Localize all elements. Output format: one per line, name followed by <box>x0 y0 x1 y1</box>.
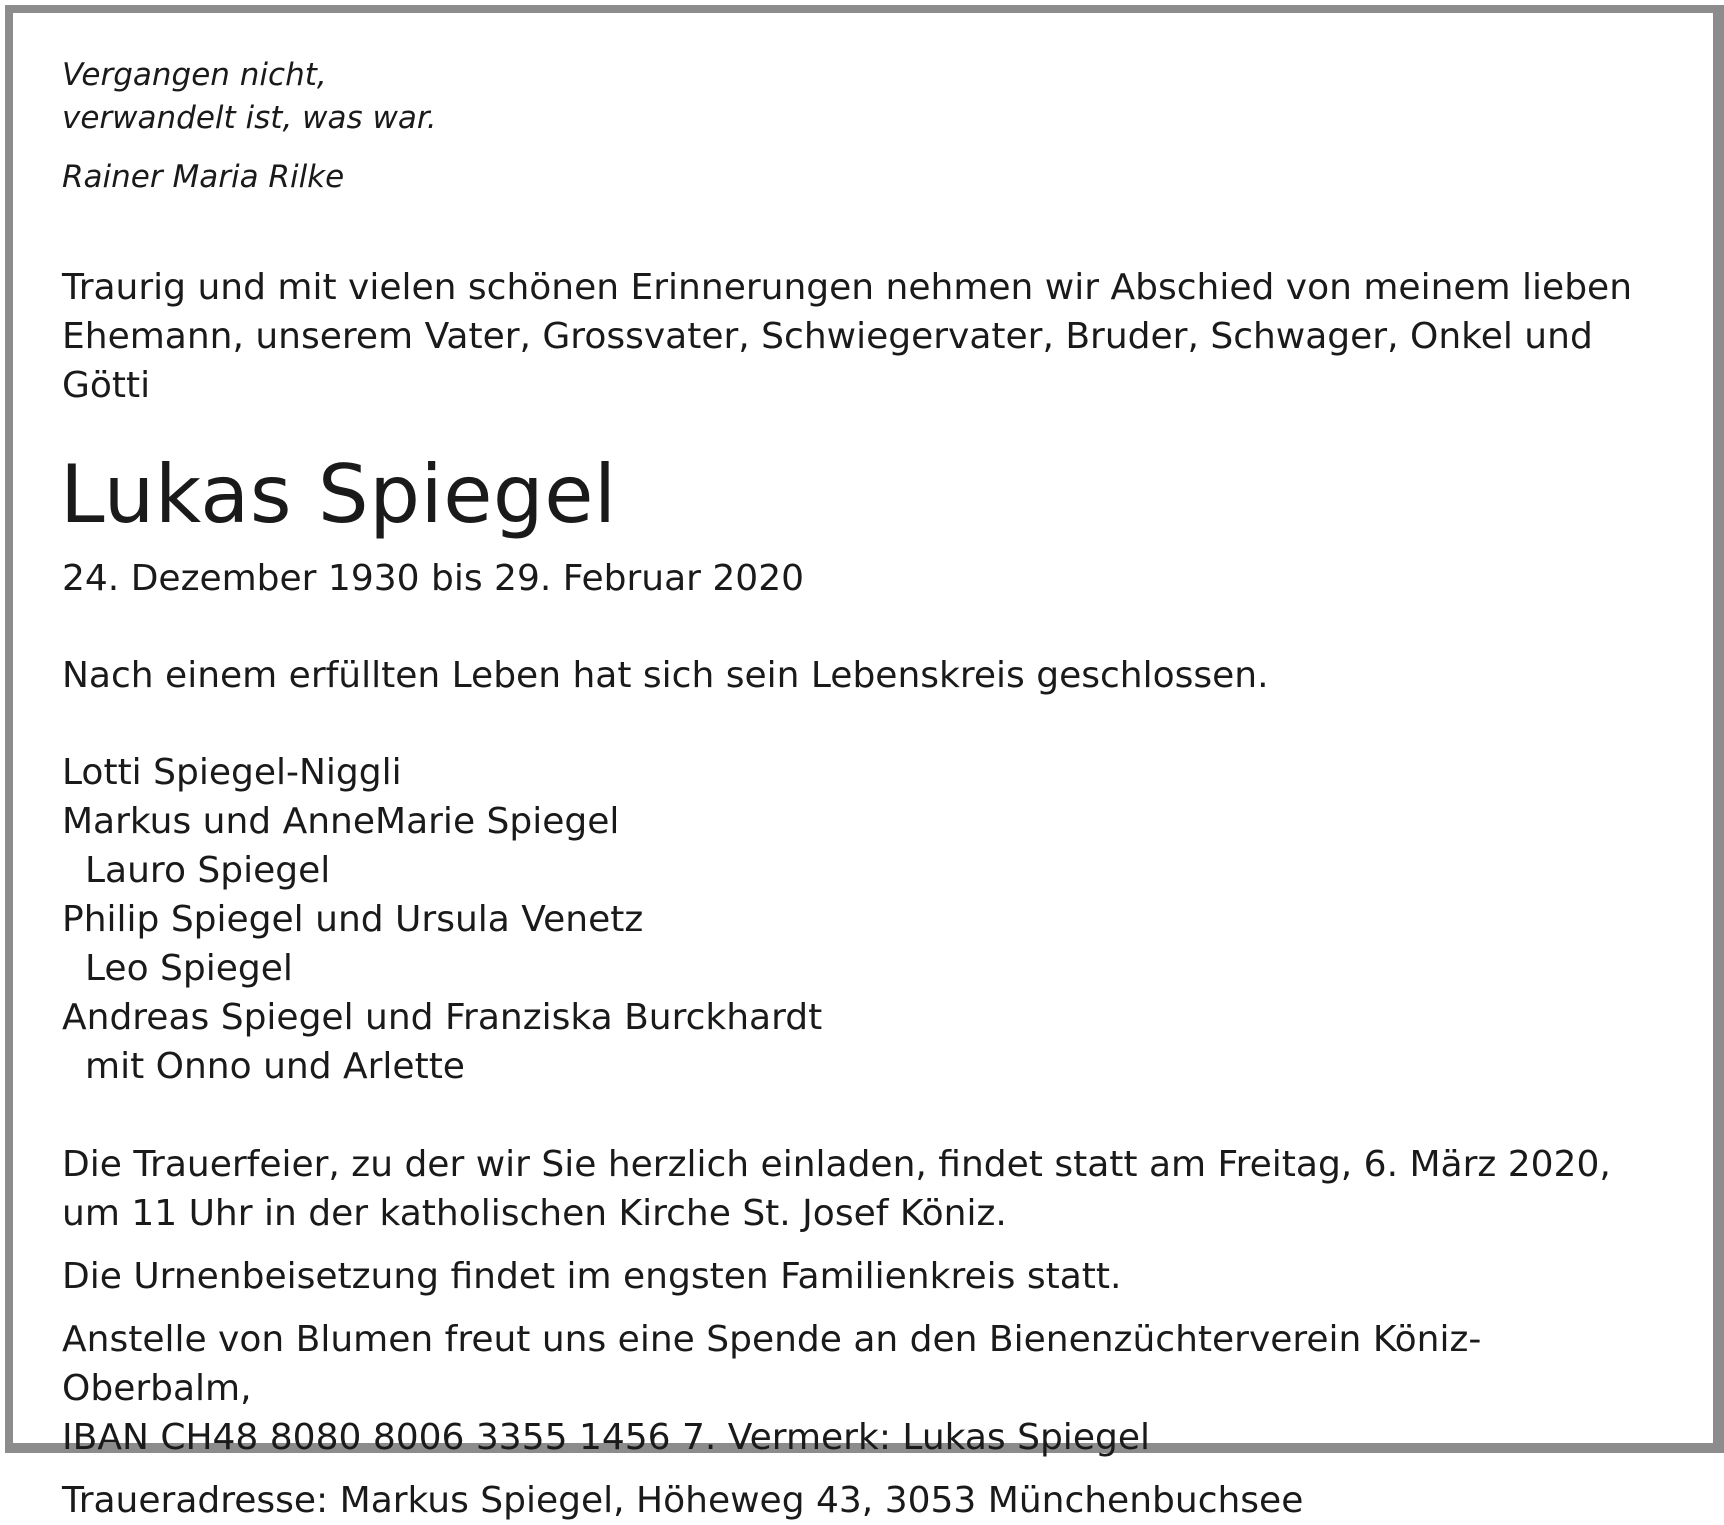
mourners-list <box>62 748 1642 1091</box>
mourner-entry: Lotti Spiegel-Niggli <box>62 752 402 793</box>
ceremony-line: Die Trauerfeier, zu der wir Sie herzlich einladen, findet statt am Freitag, 6. März 2020, <box>62 1144 1611 1185</box>
ceremony-line: um 11 Uhr in der katholischen Kirche St. Josef Köniz. <box>62 1193 1007 1234</box>
obituary-frame <box>5 5 1724 1521</box>
mourning-address: Traueradresse: Markus Spiegel, Höheweg 43, 3053 Münchenbuchsee <box>62 1480 1304 1521</box>
donation-text <box>62 1315 1642 1462</box>
quote-line: verwandelt ist, was war. <box>62 100 437 136</box>
mourner-entry: Leo Spiegel <box>85 948 293 989</box>
donation-line: Anstelle von Blumen freut uns eine Spende an den Bienenzüchterverein Köniz-Oberbalm, <box>62 1319 1482 1409</box>
intro-text <box>62 263 1642 410</box>
mourner-entry: Markus und AnneMarie Spiegel <box>62 801 620 842</box>
mourner-entry: Lauro Spiegel <box>85 850 331 891</box>
closing-line: Nach einem erfüllten Leben hat sich sein Lebenskreis geschlossen. <box>62 655 1269 696</box>
quote-line: Vergangen nicht, <box>62 57 327 93</box>
urn-text: Die Urnenbeisetzung findet im engsten Familienkreis statt. <box>62 1256 1122 1297</box>
mourner-entry: mit Onno und Arlette <box>85 1046 465 1087</box>
deceased-name: Lukas Spiegel <box>60 448 617 541</box>
quote-author: Rainer Maria Rilke <box>62 159 345 195</box>
mourner-entry: Philip Spiegel und Ursula Venetz <box>62 899 644 940</box>
intro-line: Ehemann, unserem Vater, Grossvater, Schwiegervater, Bruder, Schwager, Onkel und Götti <box>62 316 1593 406</box>
intro-line: Traurig und mit vielen schönen Erinnerungen nehmen wir Abschied von meinem lieben <box>62 267 1633 308</box>
donation-line: IBAN CH48 8080 8006 3355 1456 7. Vermerk: Lukas Spiegel <box>62 1417 1150 1458</box>
mourner-entry: Andreas Spiegel und Franziska Burckhardt <box>62 997 823 1038</box>
ceremony-text <box>62 1140 1642 1238</box>
obituary-content <box>62 54 1642 1525</box>
life-dates: 24. Dezember 1930 bis 29. Februar 2020 <box>62 558 805 599</box>
